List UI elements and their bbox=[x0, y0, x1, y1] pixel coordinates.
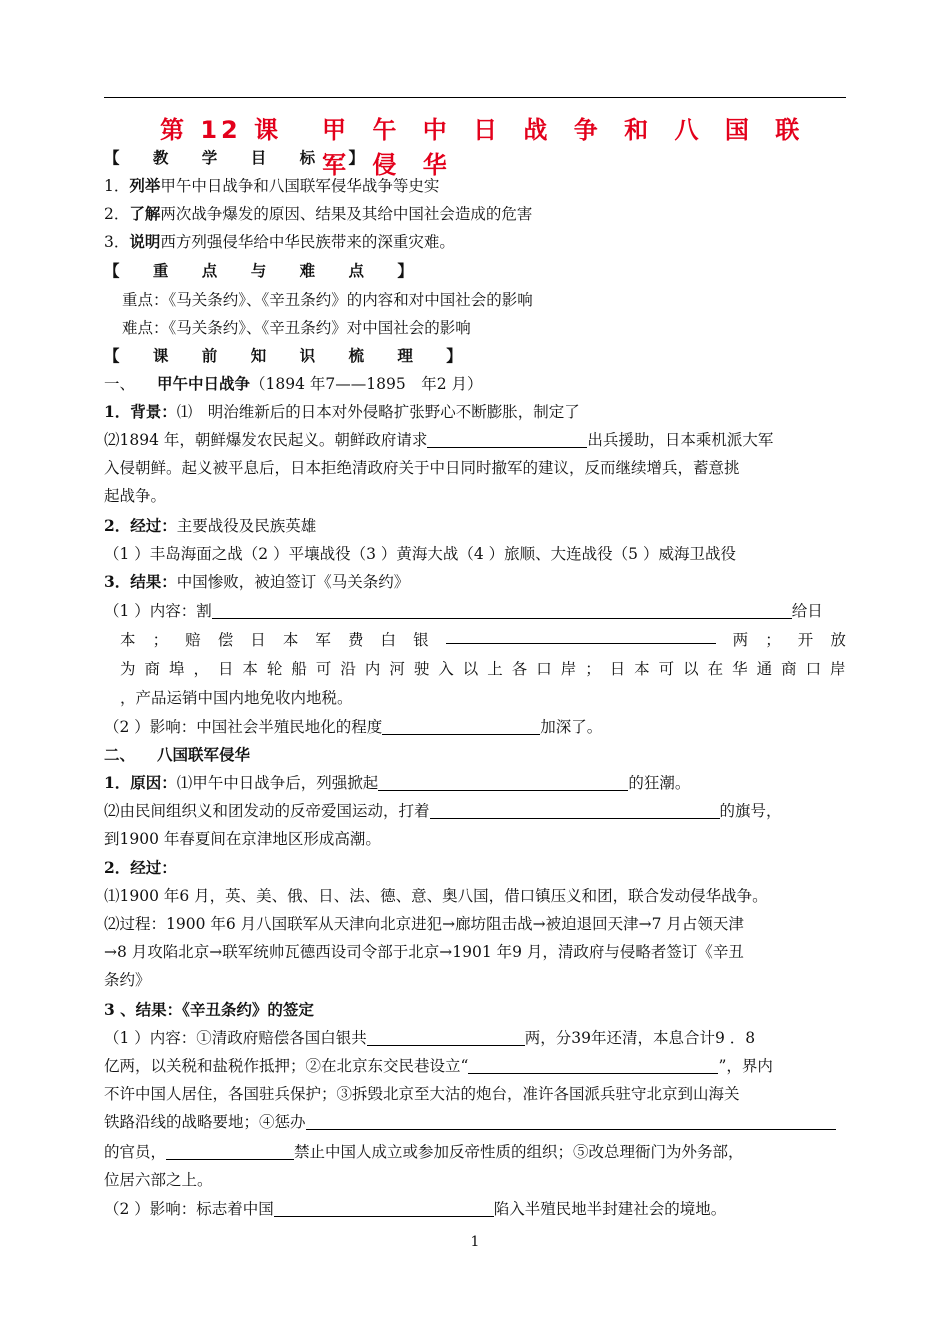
part2-cause-1: 1．原因：⑴甲午中日战争后，列强掀起 的狂潮。 bbox=[104, 773, 691, 792]
part2-cause-2: ⑵由民间组织义和团发动的反帝爱国运动，打着 的旗号， bbox=[104, 802, 782, 820]
part2-content-2: 亿两，以关税和盐税作抵押；②在北京东交民巷设立“ ”，界内 bbox=[104, 1057, 773, 1075]
part1-heading: 一、 甲午中日战争（1894 年7——1895 年2 月） bbox=[104, 374, 483, 393]
lesson-name: 甲 午 中 日 战 争 和 八 国 联 军 侵 华 bbox=[322, 116, 809, 179]
part1-content-2: 本 ； 赔 偿 日 本 军 费 白 银 两 ； 开 放 bbox=[120, 626, 846, 654]
part1-content-3: 为 商 埠 ， 日 本 轮 船 可 沿 内 河 驶 入 以 上 各 口 岸 ； 日 本 可 以 在 华 通 商 口 岸 bbox=[120, 660, 846, 678]
fill-blank[interactable] bbox=[446, 626, 716, 644]
fill-blank[interactable] bbox=[378, 773, 628, 791]
part1-content-1: （1 ）内容：割 给日 bbox=[104, 602, 823, 620]
part1-battles: （1 ）丰岛海面之战（2 ）平壤战役（3 ）黄海大战（4 ）旅顺、大连战役（5 ）威海卫战役 bbox=[104, 545, 736, 563]
part2-process-4: 条约》 bbox=[104, 971, 151, 989]
keypoints-header: 【 重 点 与 难 点 】 bbox=[104, 261, 427, 280]
fill-blank[interactable] bbox=[427, 430, 587, 448]
fill-blank[interactable] bbox=[306, 1112, 836, 1130]
part1-impact: （2 ）影响：中国社会半殖民地化的程度 加深了。 bbox=[104, 718, 603, 736]
key-point: 重点：《马关条约》、《辛丑条约》的内容和对中国社会的影响 bbox=[122, 291, 533, 309]
review-header: 【 课 前 知 识 梳 理 】 bbox=[104, 346, 476, 365]
fill-blank[interactable] bbox=[367, 1028, 525, 1046]
part1-background-4: 起战争。 bbox=[104, 487, 167, 505]
part1-content-4: ，产品运销中国内地免收内地税。 bbox=[120, 689, 353, 707]
part2-process-label: 2．经过： bbox=[104, 858, 177, 877]
objective-item: 3．说明西方列强侵华给中华民族带来的深重灾难。 bbox=[104, 232, 455, 251]
part1-process: 2．经过：主要战役及民族英雄 bbox=[104, 516, 317, 535]
part1-background-1: 1．背景：⑴ 明治维新后的日本对外侵略扩张野心不断膨胀，制定了 bbox=[104, 402, 580, 421]
fill-blank[interactable] bbox=[212, 601, 792, 619]
part2-process-2: ⑵过程：1900 年6 月八国联军从天津向北京进犯→廊坊阻击战→被迫退回天津→7 月占领天津 bbox=[104, 915, 744, 933]
fill-blank[interactable] bbox=[430, 801, 720, 819]
part1-result: 3．结果：中国惨败，被迫签订《马关条约》 bbox=[104, 572, 410, 591]
lesson-number: 第 12 课 bbox=[160, 116, 283, 144]
fill-blank[interactable] bbox=[468, 1056, 718, 1074]
top-rule bbox=[104, 97, 846, 98]
fill-blank[interactable] bbox=[166, 1142, 294, 1160]
difficult-point: 难点：《马关条约》、《辛丑条约》对中国社会的影响 bbox=[122, 319, 471, 337]
part2-content-6: 位居六部之上。 bbox=[104, 1171, 213, 1189]
page-number: 1 bbox=[470, 1234, 480, 1250]
part2-heading: 二、 八国联军侵华 bbox=[104, 745, 251, 764]
part2-content-4: 铁路沿线的战略要地；④惩办 bbox=[104, 1108, 846, 1136]
fill-blank[interactable] bbox=[382, 717, 540, 735]
part2-content-5: 的官员， 禁止中国人成立或参加反帝性质的组织；⑤改总理衙门为外务部， bbox=[104, 1143, 744, 1161]
part2-process-1: ⑴1900 年6 月，英、美、俄、日、法、德、意、奥八国，借口镇压义和团，联合发动侵华战争。 bbox=[104, 887, 768, 905]
part2-result: 3 、结果：《辛丑条约》的签定 bbox=[104, 1000, 314, 1019]
fill-blank[interactable] bbox=[274, 1199, 494, 1217]
part2-impact: （2 ）影响：标志着中国 陷入半殖民地半封建社会的境地。 bbox=[104, 1200, 727, 1218]
part1-background-3: 入侵朝鲜。起义被平息后，日本拒绝清政府关于中日同时撤军的建议，反而继续增兵，蓄意挑 bbox=[104, 459, 740, 477]
part2-content-3: 不许中国人居住，各国驻兵保护；③拆毁北京至大沽的炮台，准许各国派兵驻守北京到山海关 bbox=[104, 1085, 740, 1103]
objective-item: 1．列举甲午中日战争和八国联军侵华战争等史实 bbox=[104, 176, 440, 195]
objectives-header: 【 教 学 目 标 】 bbox=[104, 148, 378, 167]
part2-cause-3: 到1900 年春夏间在京津地区形成高潮。 bbox=[104, 830, 381, 848]
objective-item: 2．了解两次战争爆发的原因、结果及其给中国社会造成的危害 bbox=[104, 204, 533, 223]
part2-content-1: （1 ）内容：①清政府赔偿各国白银共 两，分39年还清，本息合计9 ．8 bbox=[104, 1029, 756, 1047]
part1-background-2: ⑵1894 年，朝鲜爆发农民起义。朝鲜政府请求 出兵援助，日本乘机派大军 bbox=[104, 431, 774, 449]
part2-process-3: →8 月攻陷北京→联军统帅瓦德西设司令部于北京→1901 年9 月，清政府与侵略者签订《辛丑 bbox=[104, 943, 744, 961]
